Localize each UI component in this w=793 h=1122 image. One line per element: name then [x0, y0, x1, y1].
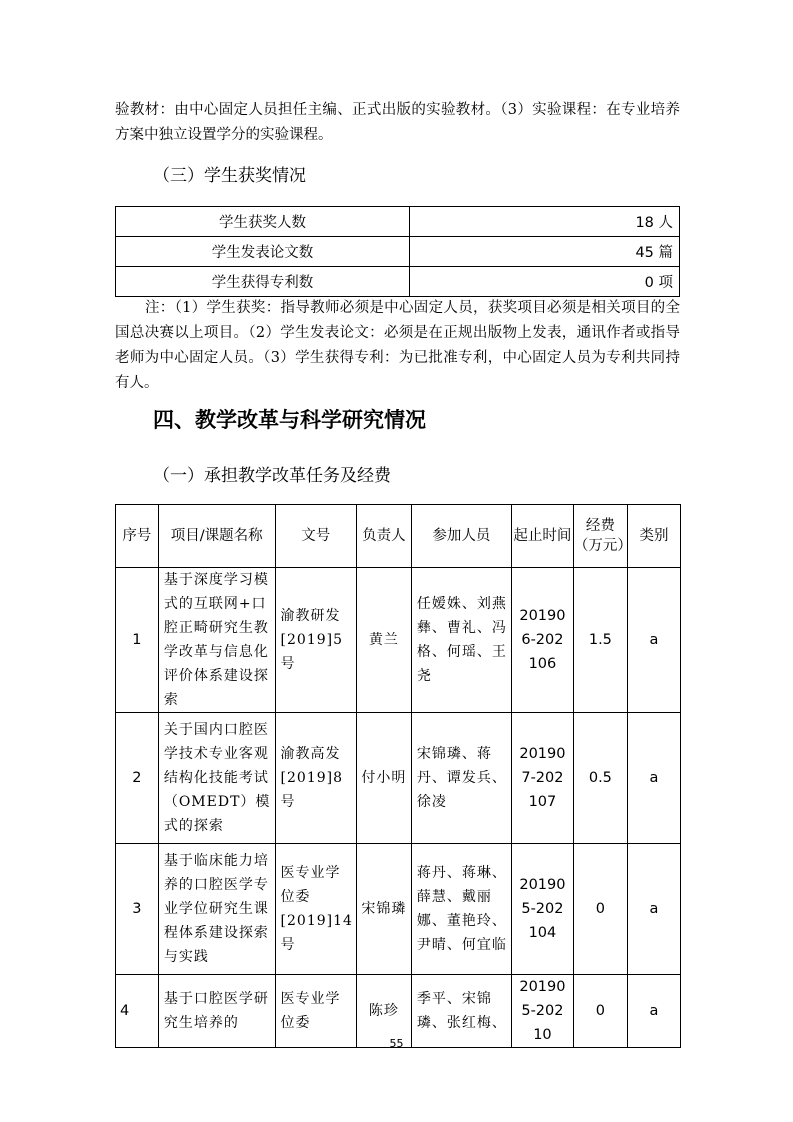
cell-name: 基于临床能力培养的口腔医学专业学位研究生课程体系建设探索与实践 — [158, 844, 275, 975]
chapter-title: 四、教学改革与科学研究情况 — [153, 408, 426, 432]
cell-name: 基于口腔医学研究生培养的 — [158, 975, 275, 1048]
reform-table — [115, 504, 681, 1048]
patents-label: 学生获得专利数 — [116, 267, 410, 297]
cell-members: 任嫒姝、刘燕彝、曹礼、冯格、何瑶、王尧 — [411, 568, 511, 713]
header-no: 序号 — [116, 505, 159, 568]
cell-doc: 渝教研发[2019]5号 — [275, 568, 356, 713]
awards-table — [115, 206, 680, 297]
cell-doc: 医专业学位委 — [275, 975, 356, 1048]
cell-members: 季平、宋锦璘、张红梅、 — [411, 975, 511, 1048]
awards-note: 注：（1）学生获奖：指导教师必须是中心固定人员，获奖项目必须是相关项目的全国总决赛以上项目。（2）学生发表论文：必须是在正规出版物上发表，通讯作者或指导老师为中心固定人员。（3）学生获得专利：为已批准专利，中心固定人员为专利共同持有人。 — [115, 300, 680, 391]
cell-funds: 0.5 — [573, 713, 627, 844]
cell-doc: 医专业学位委[2019]14号 — [275, 844, 356, 975]
awards-value: 18 人 — [410, 207, 680, 237]
cell-name: 关于国内口腔医学技术专业客观结构化技能考试（OMEDT）模式的探索 — [158, 713, 275, 844]
header-name: 项目/课题名称 — [158, 505, 275, 568]
cell-category: a — [627, 568, 680, 713]
cell-no: 2 — [116, 713, 159, 844]
cell-period: 201906-202106 — [511, 568, 573, 713]
patents-value: 0 项 — [410, 267, 680, 297]
section-heading-awards: （三）学生获奖情况 — [153, 166, 306, 186]
header-leader: 负责人 — [356, 505, 411, 568]
cell-funds: 0 — [573, 975, 627, 1048]
cell-members: 宋锦璘、蒋丹、谭发兵、徐凌 — [411, 713, 511, 844]
cell-category: a — [627, 975, 680, 1048]
table-row — [116, 207, 680, 237]
cell-category: a — [627, 844, 680, 975]
cell-leader: 黄兰 — [356, 568, 411, 713]
table-row — [116, 267, 680, 297]
cell-leader: 付小明 — [356, 713, 411, 844]
cell-leader: 陈珍 — [356, 975, 411, 1048]
page-number: 55 — [389, 1037, 404, 1050]
cell-no: 3 — [116, 844, 159, 975]
cell-doc: 渝教高发[2019]8号 — [275, 713, 356, 844]
cell-category: a — [627, 713, 680, 844]
header-period: 起止时间 — [511, 505, 573, 568]
cell-no: 1 — [116, 568, 159, 713]
intro-paragraph: 验教材：由中心固定人员担任主编、正式出版的实验教材。（3）实验课程：在专业培养方案中独立设置学分的实验课程。 — [115, 102, 680, 143]
cell-period: 201905-202104 — [511, 844, 573, 975]
cell-funds: 0 — [573, 844, 627, 975]
cell-members: 蒋丹、蒋琳、薛慧、戴丽娜、董艳玲、尹晴、何宜临 — [411, 844, 511, 975]
header-funds: 经费（万元） — [573, 505, 627, 568]
cell-name: 基于深度学习模式的互联网+口腔正畸研究生教学改革与信息化评价体系建设探索 — [158, 568, 275, 713]
header-members: 参加人员 — [411, 505, 511, 568]
cell-leader: 宋锦璘 — [356, 844, 411, 975]
table-row — [116, 568, 681, 713]
cell-funds: 1.5 — [573, 568, 627, 713]
header-doc: 文号 — [275, 505, 356, 568]
table-row — [116, 844, 681, 975]
header-category: 类别 — [627, 505, 680, 568]
table-row — [116, 713, 681, 844]
awards-label: 学生获奖人数 — [116, 207, 410, 237]
section-heading-reform: （一）承担教学改革任务及经费 — [153, 466, 391, 486]
cell-period: 201905-20210 — [511, 975, 573, 1048]
papers-label: 学生发表论文数 — [116, 237, 410, 267]
papers-value: 45 篇 — [410, 237, 680, 267]
table-header-row — [116, 505, 681, 568]
cell-period: 201907-202107 — [511, 713, 573, 844]
cell-no: 4 — [116, 975, 159, 1048]
table-row — [116, 237, 680, 267]
